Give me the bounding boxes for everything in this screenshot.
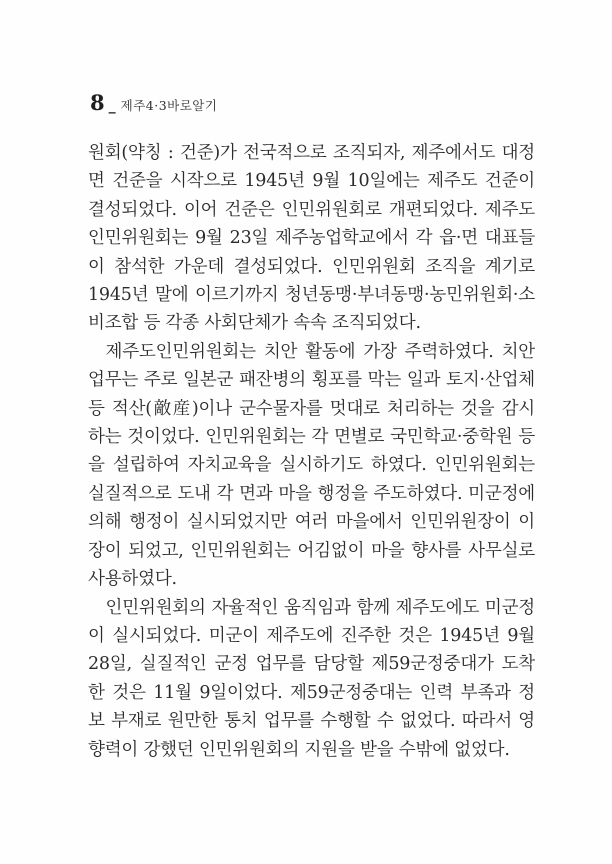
page-header [90, 90, 217, 115]
paragraph-2: 제주도인민위원회는 치안 활동에 가장 주력하였다. 치안 업무는 주로 일본군 패잔병의 횡포를 막는 일과 토지·산업체 등 적산(敵産)이나 군수물자를 멋대로 처리하는 것을 감시하는 것이었다. 인민위원회는 각 면별로 국민학교·중학원 등을 설립하여 자치교육을 실시하기도 하였다. 인민위원회는 실질적으로 도내 각 면과 마을 행정을 주도하였다. 미군정에 의해 행정이 실시되었지만 여러 마을에서 인민위원장이 이장이 되었고, 인민위원회는 어김없이 마을 향사를 사무실로 사용하였다. [88, 341, 535, 590]
page-number: 8 [90, 90, 105, 115]
header-separator: _ [108, 98, 116, 114]
paragraph-3: 인민위원회의 자율적인 움직임과 함께 제주도에도 미군정이 실시되었다. 미군이 제주도에 진주한 것은 1945년 9월 28일, 실질적인 군정 업무를 담당할 제59군정중대가 도착한 것은 11월 9일이었다. 제59군정중대는 인력 부족과 정보 부재로 원만한 통치 업무를 수행할 수 없었다. 따라서 영향력이 강했던 인민위원회의 지원을 받을 수밖에 없었다. [88, 597, 535, 760]
paragraph-1: 원회(약칭 : 건준)가 전국적으로 조직되자, 제주에서도 대정면 건준을 시작으로 1945년 9월 10일에는 제주도 건준이 결성되었다. 이어 건준은 인민위원회로 개편되었다. 제주도인민위원회는 9월 23일 제주농업학교에서 각 읍·면 대표들이 참석한 가운데 결성되었다. 인민위원회 조직을 계기로 1945년 말에 이르기까지 청년동맹·부녀동맹·농민위원회·소비조합 등 각종 사회단체가 속속 조직되었다. [88, 143, 535, 334]
book-title: 제주4·3바로알기 [120, 98, 218, 113]
page-body [88, 139, 535, 764]
